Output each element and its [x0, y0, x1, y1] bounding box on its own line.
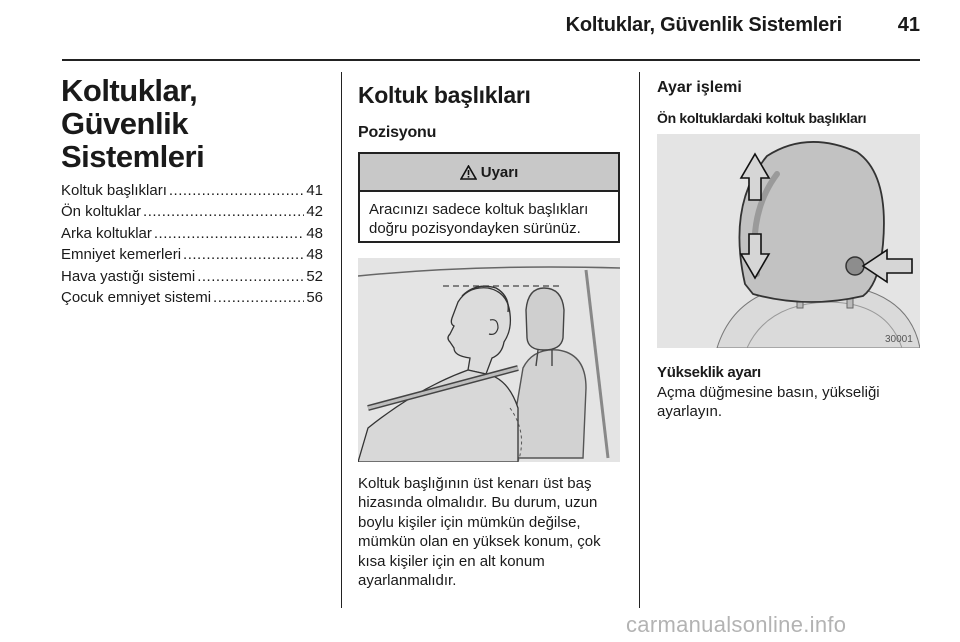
toc-entry-label: Emniyet kemerleri: [61, 246, 182, 264]
subsection-title: Ön koltuklardaki koltuk başlıkları: [657, 110, 867, 126]
toc-entry[interactable]: [61, 223, 323, 244]
toc-entry-label: Çocuk emniyet sistemi: [61, 288, 212, 306]
column-divider: [639, 72, 640, 608]
column-divider: [341, 72, 342, 608]
warning-header: [360, 154, 618, 192]
toc-entry-page: 48: [306, 224, 323, 242]
toc-entry[interactable]: [61, 201, 323, 222]
running-header-title: Koltuklar, Güvenlik Sistemleri: [565, 14, 842, 36]
position-instructions: Koltuk başlığının üst kenarı üst baş hizasında olmalıdır. Bu durum, uzun boylu kişiler için mümkün değilse, mümkün olan en yüksek konum, çok kısa kişiler için en alt konum ayarlanmalıdır.: [358, 475, 601, 590]
figure-code: 30001: [885, 334, 913, 345]
toc-entry-page: 56: [306, 288, 323, 306]
toc-entry-label: Ön koltuklar: [61, 203, 142, 221]
section-title: Ayar işlemi: [657, 79, 742, 96]
chapter-title-line: Sistemleri: [61, 139, 205, 174]
toc-entry-page: 52: [306, 267, 323, 285]
headrest-adjustment-illustration: [657, 134, 920, 348]
toc-entry-label: Arka koltuklar: [61, 224, 152, 242]
toc-leader-dots: [169, 180, 304, 201]
table-of-contents: [61, 180, 323, 308]
subsection-title: Pozisyonu: [358, 124, 437, 141]
toc-entry[interactable]: [61, 244, 323, 265]
toc-entry-label: Koltuk başlıkları: [61, 182, 167, 199]
toc-leader-dots: [213, 287, 304, 308]
warning-title: Uyarı: [480, 163, 519, 181]
warning-box: [358, 152, 620, 243]
toc-entry-page: 41: [306, 182, 323, 199]
watermark: carmanualsonline.info: [626, 612, 847, 637]
chapter-title: [61, 74, 331, 173]
warning-triangle-icon: [460, 165, 477, 180]
toc-entry[interactable]: [61, 266, 323, 287]
toc-entry-page: 42: [306, 203, 323, 221]
toc-leader-dots: [183, 244, 304, 265]
toc-entry[interactable]: [61, 287, 323, 308]
height-adjust-instructions: Açma düğmesine basın, yükseliği ayarlayın.: [657, 384, 880, 421]
toc-leader-dots: [197, 266, 304, 287]
toc-entry[interactable]: [61, 180, 323, 201]
warning-text: Aracınızı sadece koltuk başlıkları doğru pozisyondayken sürünüz.: [369, 201, 589, 237]
header-rule: [62, 59, 920, 61]
chapter-title-line: Koltuklar, Güvenlik: [61, 73, 198, 141]
height-adjust-title: Yükseklik ayarı: [657, 364, 761, 381]
page-number: 41: [897, 14, 920, 36]
toc-entry-label: Hava yastığı sistemi: [61, 267, 196, 285]
toc-entry-page: 48: [306, 246, 323, 264]
section-title: Koltuk başlıkları: [358, 82, 531, 108]
seated-driver-illustration: [358, 258, 620, 462]
toc-leader-dots: [143, 201, 304, 222]
toc-leader-dots: [154, 223, 304, 244]
